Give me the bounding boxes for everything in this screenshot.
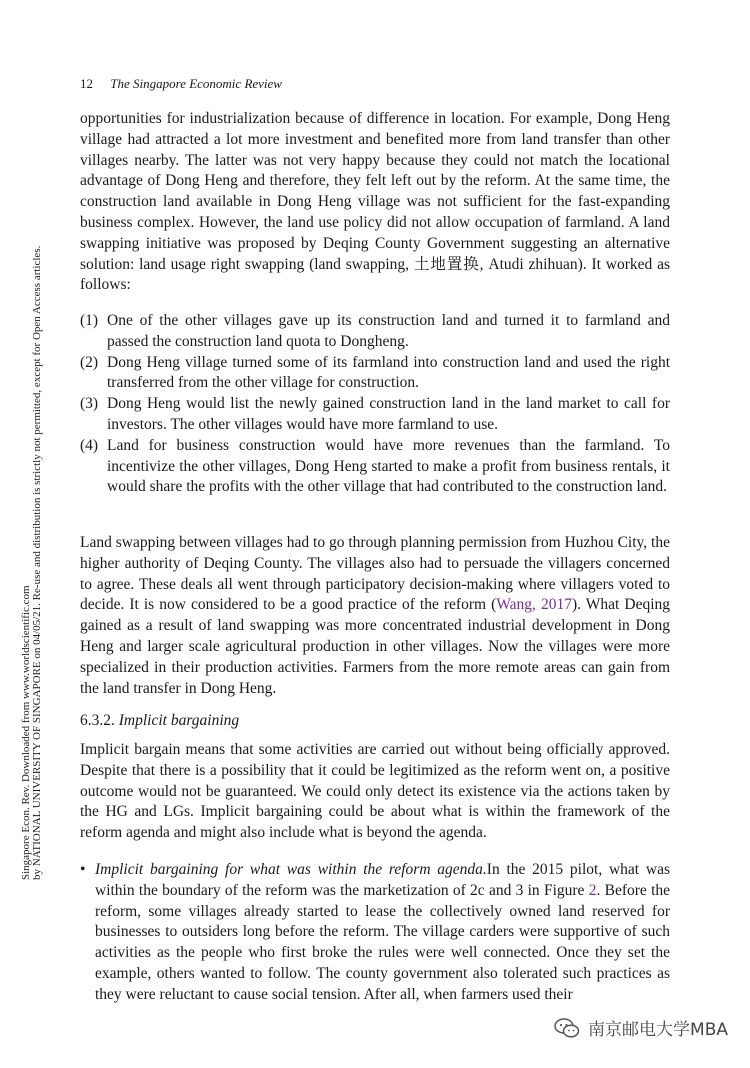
citation-link-wang-2017[interactable]: Wang, 2017 xyxy=(496,596,572,614)
paragraph-text: Land swapping between villages had to go through planning permission from Huzhou City, the higher authority of Deqing County. The villages also had to persuade the villagers concerned to agree. These deals all went through participatory decision-making where villagers voted to decide. It is now considered to be a good practice of the reform ( xyxy=(80,534,670,614)
figure-link[interactable]: 2 xyxy=(588,881,597,899)
bullet-list xyxy=(80,860,670,1006)
list-item xyxy=(80,353,670,395)
list-text: One of the other villages gave up its construction land and turned it to farmland and passed the construction land quota to Dongheng. xyxy=(107,312,670,350)
section-title: Implicit bargaining xyxy=(118,712,240,729)
bullet-body: . Before the reform, some villages already started to lease the collectively owned land reserved for businesses to outsiders long before the reform. The village carders were supportive of such activities as the people who first broke the rules were well connected. Once they set the example, others wanted to follow. The county government also tolerated such practices as they were reluctant to cause social tension. After all, when farmers used their xyxy=(95,881,671,1003)
list-item xyxy=(80,436,670,498)
list-number: (1) xyxy=(80,312,99,329)
list-text: Dong Heng would list the newly gained construction land in the land market to call for investors. The other villages would have more farmland to use. xyxy=(107,395,670,433)
paragraph-land-swapping-approval xyxy=(80,533,670,699)
list-item xyxy=(80,394,670,436)
list-number: (4) xyxy=(80,436,99,454)
bullet-body: In the 2015 pilot, what was within the boundary of the reform was the marketization of 2c and 3 in Figure xyxy=(95,861,670,899)
journal-title: The Singapore Economic Review xyxy=(110,76,282,91)
section-number: 6.3.2. xyxy=(80,712,115,729)
section-heading xyxy=(80,711,670,732)
list-text: Dong Heng village turned some of its farmland into construction land and used the right transferred from the other village for construction. xyxy=(107,353,670,392)
paragraph-text: ). What Deqing gained as a result of land swapping was more concentrated industrial development in Dong Heng and larger scale agricultural production in other villages. Now the villages were more specialized in their production activities. Farmers from the more remote areas can gain from the land transfer in Dong Heng. xyxy=(80,596,671,697)
bullet-lead: Implicit bargaining for what was within the reform agenda. xyxy=(95,861,487,878)
list-item xyxy=(80,311,670,353)
list-number: (2) xyxy=(80,353,99,371)
bullet-item xyxy=(80,860,670,1006)
list-text: Land for business construction would have more revenues than the farmland. To incentivize the other villages, Dong Heng started to make a profit from business rentals, it would share the profits with the other village that had contributed to the construction land. xyxy=(107,436,670,496)
running-header xyxy=(80,76,282,92)
numbered-list xyxy=(80,311,670,498)
watermark-text: 南京邮电大学MBA xyxy=(588,1020,728,1040)
download-notice-line1: Singapore Econ. Rev. Downloaded from www.worldscientific.com xyxy=(20,585,32,880)
list-number: (3) xyxy=(80,395,99,413)
bullet-text xyxy=(95,860,670,1006)
download-notice-line2: by NATIONAL UNIVERSITY OF SINGAPORE on 04/05/21. Re-use and distribution is strictly not permitted, except for Open Access articles. xyxy=(31,245,43,880)
page-number: 12 xyxy=(80,76,93,91)
wechat-icon xyxy=(554,1018,580,1038)
paragraph-land-swapping-intro: opportunities for industrialization because of difference in location. For example, Dong Heng village had attracted a lot more investment and benefited more from land transfer than other villages nearby. The latter was not very happy because they could not match the locational advantage of Dong Heng and therefore, they felt left out by the reform. At the same time, the construction land available in Dong Heng village was not sufficient for the fast-expanding business complex. However, the land use policy did not allow occupation of farmland. A land swapping initiative was proposed by Deqing County Government suggesting an alternative solution: land usage right swapping (land swapping, 土地置换, Atudi zhihuan). It worked as follows: xyxy=(80,110,670,294)
paragraph-implicit-bargain: Implicit bargain means that some activities are carried out without being officially approved. Despite that there is a possibility that it could be legitimized as the reform went on, a positive outcome would not be guaranteed. We could only detect its existence via the actions taken by the HG and LGs. Implicit bargaining could be about what is within the framework of the reform agenda and might also include what is beyond the agenda. xyxy=(80,741,670,842)
download-notice-sidebar xyxy=(0,180,43,880)
bullet-marker: • xyxy=(80,861,86,878)
wechat-watermark xyxy=(554,1015,728,1040)
